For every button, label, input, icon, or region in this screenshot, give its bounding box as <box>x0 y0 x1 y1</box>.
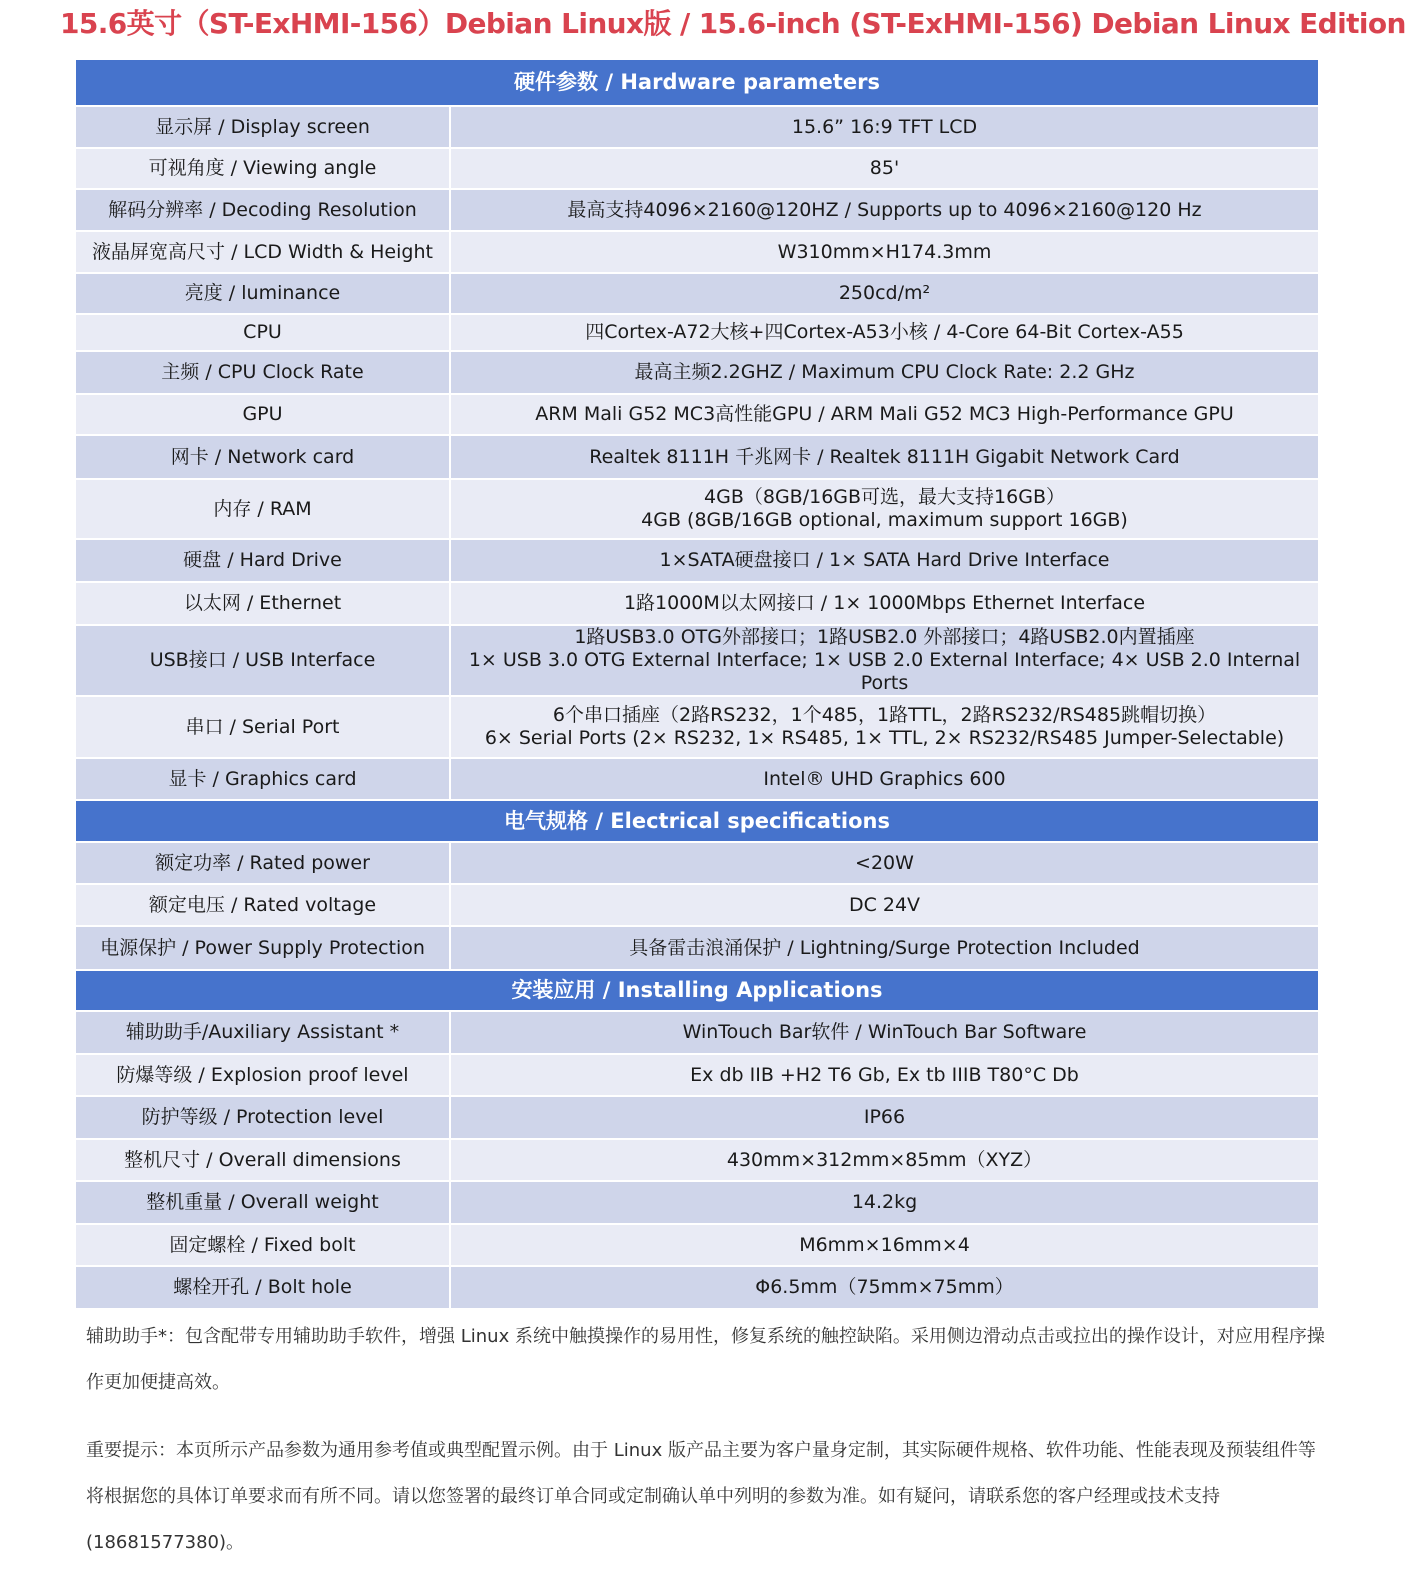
row-label: 辅助助手/Auxiliary Assistant * <box>75 1011 450 1054</box>
row-label: CPU <box>75 314 450 351</box>
row-value: WinTouch Bar软件 / WinTouch Bar Software <box>450 1011 1319 1054</box>
row-label: 液晶屏宽高尺寸 / LCD Width & Height <box>75 231 450 273</box>
row-value <box>450 625 1319 696</box>
row-label: 可视角度 / Viewing angle <box>75 148 450 189</box>
table-row <box>75 314 1319 351</box>
row-label: 防护等级 / Protection level <box>75 1096 450 1139</box>
row-value-line-1: 4GB（8GB/16GB可选，最大支持16GB） <box>704 486 1065 508</box>
row-value: 15.6” 16:9 TFT LCD <box>450 106 1319 148</box>
row-value: M6mm×16mm×4 <box>450 1224 1319 1266</box>
table-row <box>75 842 1319 884</box>
row-value-line-2: 4GB (8GB/16GB optional, maximum support 16GB) <box>641 509 1128 531</box>
table-row <box>75 189 1319 231</box>
row-label: 显示屏 / Display screen <box>75 106 450 148</box>
row-value: 最高支持4096×2160@120HZ / Supports up to 4096×2160@120 Hz <box>450 189 1319 231</box>
table-row <box>75 582 1319 625</box>
row-value: Ex db IIB +H2 T6 Gb, Ex tb IIIB T80°C Db <box>450 1054 1319 1096</box>
row-value: 四Cortex-A72大核+四Cortex-A53小核 / 4-Core 64-Bit Cortex-A55 <box>450 314 1319 351</box>
row-label: 硬盘 / Hard Drive <box>75 539 450 582</box>
row-label: 防爆等级 / Explosion proof level <box>75 1054 450 1096</box>
row-label: 整机重量 / Overall weight <box>75 1181 450 1224</box>
row-value: 430mm×312mm×85mm（XYZ） <box>450 1139 1319 1181</box>
row-value: 1路1000M以太网接口 / 1× 1000Mbps Ethernet Interface <box>450 582 1319 625</box>
row-label: 电源保护 / Power Supply Protection <box>75 926 450 970</box>
section-header-hardware <box>75 59 1319 106</box>
row-value: 250cd/m² <box>450 273 1319 314</box>
row-value-line-2: 6× Serial Ports (2× RS232, 1× RS485, 1× TTL, 2× RS232/RS485 Jumper-Selectable) <box>484 727 1285 749</box>
table-row <box>75 231 1319 273</box>
row-label: 串口 / Serial Port <box>75 696 450 758</box>
row-label: 内存 / RAM <box>75 479 450 539</box>
table-row <box>75 479 1319 539</box>
row-label: 以太网 / Ethernet <box>75 582 450 625</box>
table-row <box>75 273 1319 314</box>
section-header-electrical <box>75 800 1319 842</box>
row-value <box>450 696 1319 758</box>
table-row <box>75 1139 1319 1181</box>
table-row <box>75 106 1319 148</box>
row-value <box>450 479 1319 539</box>
table-row <box>75 884 1319 926</box>
table-row <box>75 394 1319 435</box>
row-value: 14.2kg <box>450 1181 1319 1224</box>
row-label: 显卡 / Graphics card <box>75 758 450 800</box>
table-row <box>75 1011 1319 1054</box>
row-value: 1×SATA硬盘接口 / 1× SATA Hard Drive Interface <box>450 539 1319 582</box>
row-value-line-1: 1路USB3.0 OTG外部接口；1路USB2.0 外部接口；4路USB2.0内置插座 <box>574 626 1195 648</box>
section-title: 硬件参数 / Hardware parameters <box>75 59 1319 106</box>
table-row <box>75 625 1319 696</box>
auxiliary-assistant-note: 辅助助手*：包含配带专用辅助助手软件，增强 Linux 系统中触摸操作的易用性，修复系统的触控缺陷。采用侧边滑动点击或拉出的操作设计，对应用程序操作更加便捷高效。 <box>86 1326 1325 1393</box>
table-row <box>75 1266 1319 1309</box>
table-row <box>75 435 1319 479</box>
row-value: Φ6.5mm（75mm×75mm） <box>450 1266 1319 1309</box>
table-row <box>75 758 1319 800</box>
important-notice: 重要提示：本页所示产品参数为通用参考值或典型配置示例。由于 Linux 版产品主要为客户量身定制，其实际硬件规格、软件功能、性能表现及预装组件等将根据您的具体订单要求而有所不同。请以您签署的最终订单合同或定制确认单中列明的参数为准。如有疑问，请联系您的客户经理或技术支持 (18681577380)。 <box>86 1440 1316 1553</box>
table-row <box>75 1054 1319 1096</box>
row-value: <20W <box>450 842 1319 884</box>
spec-table <box>74 58 1320 1310</box>
row-label: 固定螺栓 / Fixed bolt <box>75 1224 450 1266</box>
page-title: 15.6英寸（ST-ExHMI-156）Debian Linux版 / 15.6-inch (ST-ExHMI-156) Debian Linux Edition <box>60 7 1406 40</box>
row-value: 具备雷击浪涌保护 / Lightning/Surge Protection Included <box>450 926 1319 970</box>
row-value: Realtek 8111H 千兆网卡 / Realtek 8111H Gigabit Network Card <box>450 435 1319 479</box>
row-value-line-2: 1× USB 3.0 OTG External Interface; 1× USB 2.0 External Interface; 4× USB 2.0 Internal Ports <box>468 649 1301 694</box>
table-row <box>75 696 1319 758</box>
row-value-line-1: 6个串口插座（2路RS232，1个485，1路TTL，2路RS232/RS485跳帽切换） <box>552 704 1217 726</box>
row-value: W310mm×H174.3mm <box>450 231 1319 273</box>
row-label: 额定电压 / Rated voltage <box>75 884 450 926</box>
table-row <box>75 1096 1319 1139</box>
section-title: 安装应用 / Installing Applications <box>75 970 1319 1011</box>
table-row <box>75 351 1319 394</box>
row-value: DC 24V <box>450 884 1319 926</box>
table-row <box>75 148 1319 189</box>
table-row <box>75 926 1319 970</box>
row-label: 网卡 / Network card <box>75 435 450 479</box>
row-label: USB接口 / USB Interface <box>75 625 450 696</box>
table-row <box>75 539 1319 582</box>
row-label: 解码分辨率 / Decoding Resolution <box>75 189 450 231</box>
row-label: 亮度 / luminance <box>75 273 450 314</box>
section-title: 电气规格 / Electrical specifications <box>75 800 1319 842</box>
row-value: 85' <box>450 148 1319 189</box>
table-row <box>75 1181 1319 1224</box>
table-row <box>75 1224 1319 1266</box>
row-value: Intel® UHD Graphics 600 <box>450 758 1319 800</box>
row-value: 最高主频2.2GHZ / Maximum CPU Clock Rate: 2.2 GHz <box>450 351 1319 394</box>
row-label: 整机尺寸 / Overall dimensions <box>75 1139 450 1181</box>
row-label: GPU <box>75 394 450 435</box>
row-label: 额定功率 / Rated power <box>75 842 450 884</box>
row-value: ARM Mali G52 MC3高性能GPU / ARM Mali G52 MC3 High-Performance GPU <box>450 394 1319 435</box>
row-value: IP66 <box>450 1096 1319 1139</box>
section-header-installing <box>75 970 1319 1011</box>
row-label: 螺栓开孔 / Bolt hole <box>75 1266 450 1309</box>
row-label: 主频 / CPU Clock Rate <box>75 351 450 394</box>
